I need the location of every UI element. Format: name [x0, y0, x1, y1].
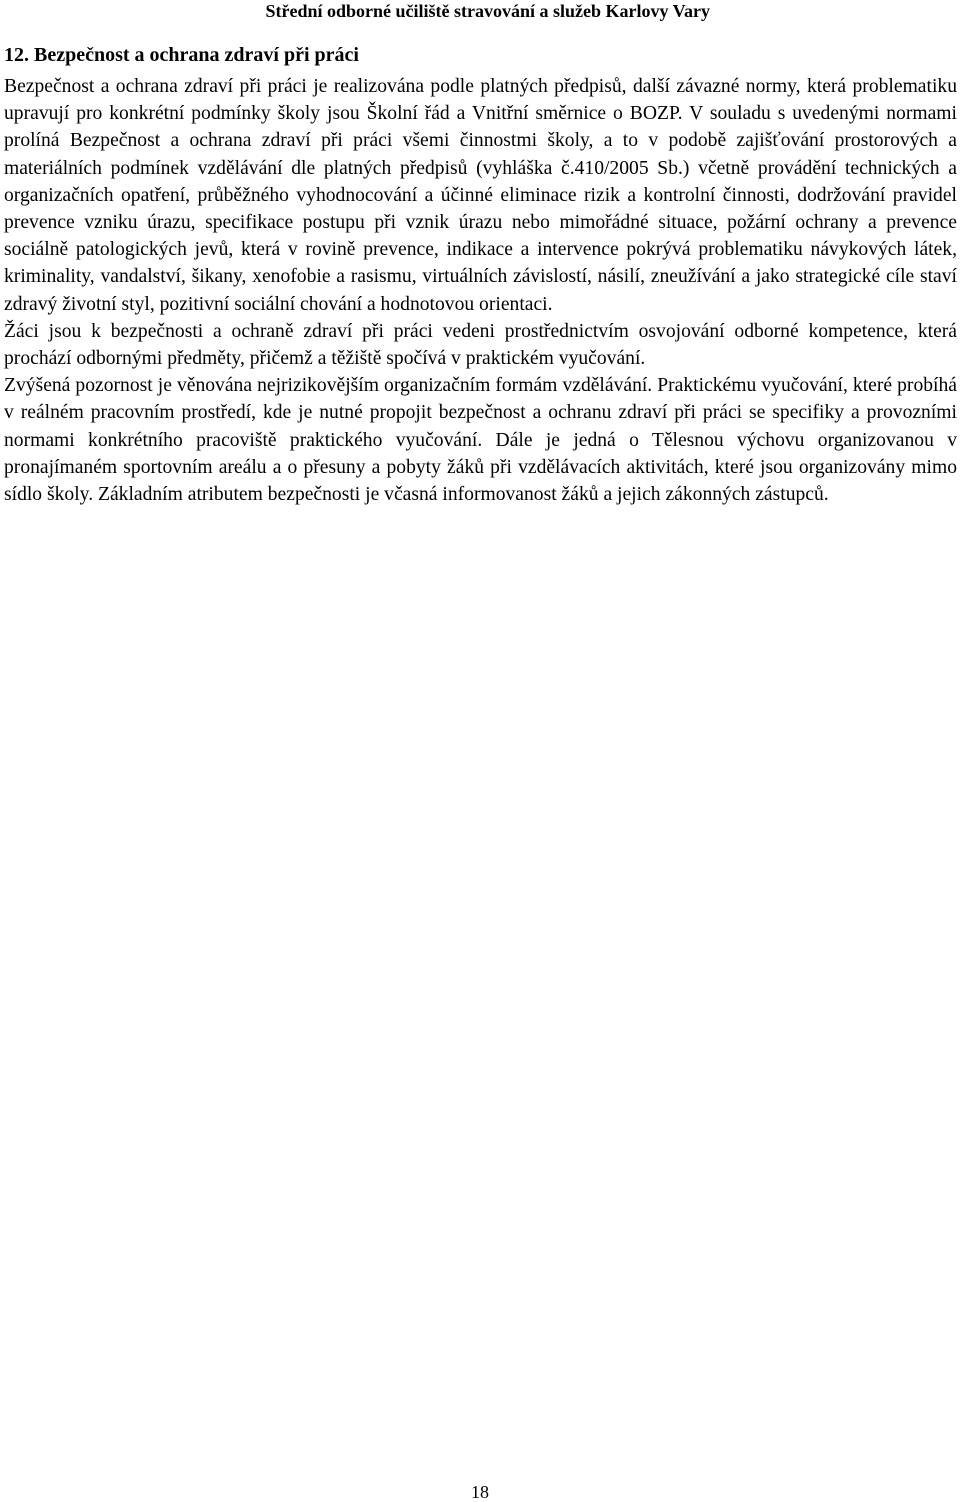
- page-header-school-name: Střední odborné učiliště stravování a služeb Karlovy Vary: [265, 1, 710, 21]
- section-heading: 12. Bezpečnost a ochrana zdraví při práci: [4, 44, 359, 66]
- paragraph-bozp-overview: Bezpečnost a ochrana zdraví při práci je realizována podle platných předpisů, další závazné normy, která problematiku upravují pro konkrétní podmínky školy jsou Školní řád a Vnitřní směrnice o BOZP. V souladu s uvedenými normami prolíná Bezpečnost a ochrana zdraví při práci všemi činnostmi školy, a to v podobě zajišťování prostorových a materiálních podmínek vzdělávání dle platných předpisů (vyhláška č.410/2005 Sb.) včetně provádění technických a organizačních opatření, průběžného vyhodnocování a účinné eliminace rizik a kontrolní činnosti, dodržování pravidel prevence vzniku úrazu, specifikace postupu při vznik úrazu nebo mimořádné situace, požární ochrany a prevence sociálně patologických jevů, která v rovině prevence, indikace a intervence pokrývá problematiku návykových látek, kriminality, vandalství, šikany, xenofobie a rasismu, virtuálních závislostí, násilí, zneužívání a jako strategické cíle staví zdravý životní styl, pozitivní sociální chování a hodnotovou orientaci.: [4, 76, 957, 315]
- paragraph-risk-forms: Zvýšená pozornost je věnována nejrizikovějším organizačním formám vzdělávání. Praktickému vyučování, které probíhá v reálném pracovním prostředí, kde je nutné propojit bezpečnost a ochranu zdraví při práci se specifiky a provozními normami konkrétního pracoviště praktického vyučování. Dále je jedná o Tělesnou výchovu organizovanou v pronajímaném sportovním areálu a o přesuny a pobyty žáků při vzdělávacích aktivitách, které jsou organizovány mimo sídlo školy. Základním atributem bezpečnosti je včasná informovanost žáků a jejich zákonných zástupců.: [4, 375, 957, 506]
- body-text: [4, 73, 957, 508]
- page-number: 18: [471, 1482, 489, 1502]
- paragraph-student-competence: Žáci jsou k bezpečnosti a ochraně zdraví při práci vedeni prostřednictvím osvojování odborné kompetence, která prochází odbornými předměty, přičemž a těžiště spočívá v praktickém vyučování.: [4, 320, 957, 370]
